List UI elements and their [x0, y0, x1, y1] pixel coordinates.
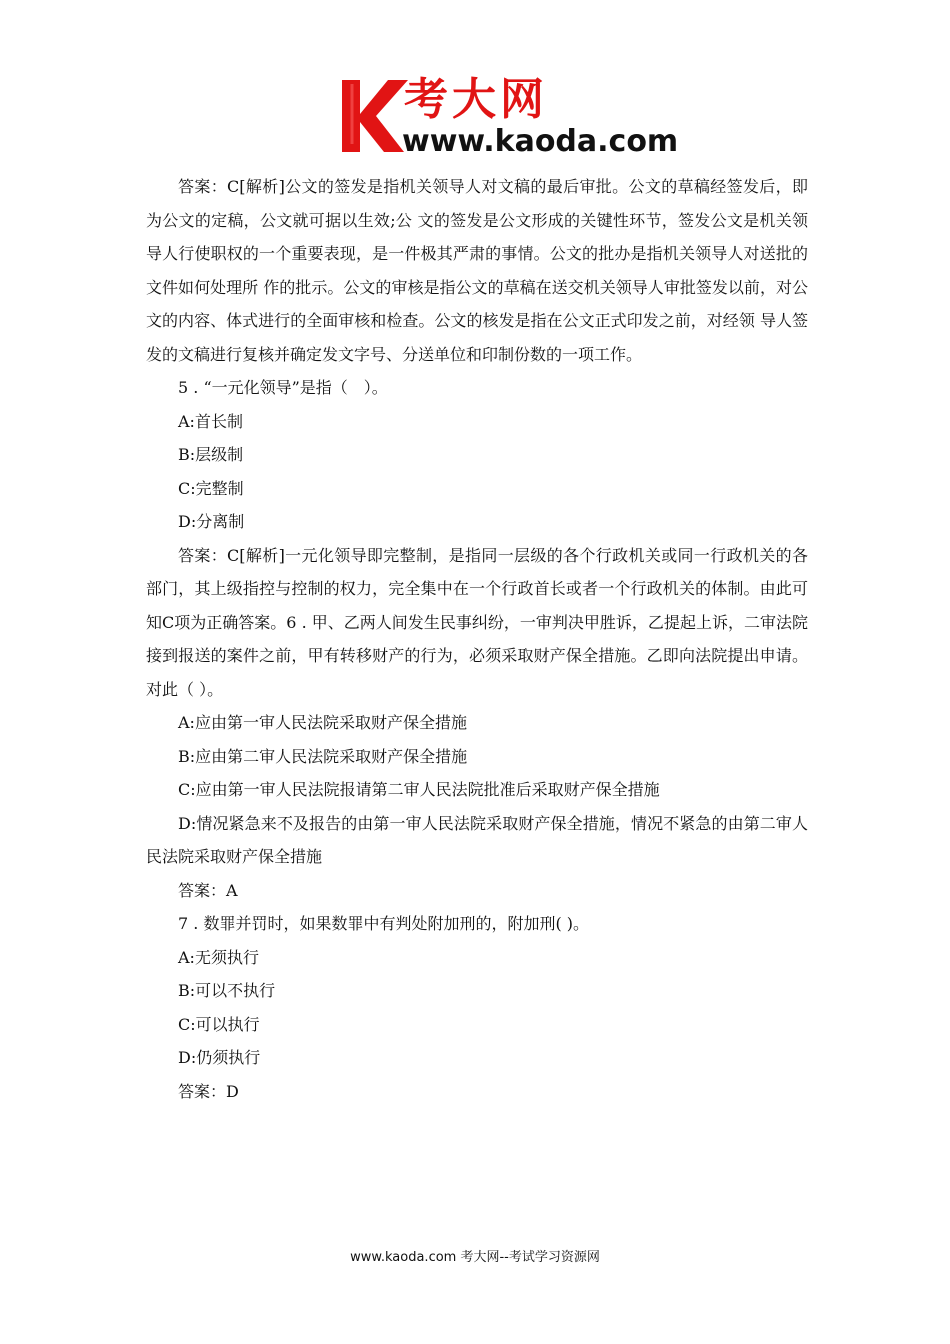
q7-option-b: B:可以不执行 [178, 981, 276, 1000]
question-7: 7 . 数罪并罚时，如果数罪中有判处附加刑的，附加刑( )。 [178, 914, 590, 933]
q6-option-c: C:应由第一审人民法院报请第二审人民法院批准后采取财产保全措施 [178, 780, 660, 799]
q5-option-b: B:层级制 [178, 445, 244, 464]
site-logo [338, 74, 679, 160]
q5-option-d: D:分离制 [178, 512, 245, 531]
page-footer: www.kaoda.com 考大网--考试学习资源网 [350, 1250, 600, 1265]
q6-option-d: D:情况紧急来不及报告的由第一审人民法院采取财产保全措施，情况不紧急的由第二审人民法院采取财产保全措施 [146, 813, 808, 866]
answer-paragraph-q5: 答案：C[解析]一元化领导即完整制，是指同一层级的各个行政机关或同一行政机关的各部门，其上级指控与控制的权力，完全集中在一个行政首长或者一个行政机关的体制。由此可知C项为正确答案。6 . 甲、乙两人间发生民事纠纷，一审判决甲胜诉，乙提起上诉，二审法院接到报送的案件之前，甲有转移财产的行为，必须采取财产保全措施。乙即向法院提出申请。对此（ ）。 [146, 545, 808, 699]
q7-option-d: D:仍须执行 [178, 1048, 261, 1067]
q6-option-a: A:应由第一审人民法院采取财产保全措施 [178, 713, 467, 732]
q6-option-b: B:应由第二审人民法院采取财产保全措施 [178, 746, 468, 766]
logo-chinese-text: 考大网 [404, 74, 548, 125]
question-5: 5 . “一元化领导”是指（ ）。 [178, 378, 388, 397]
q5-option-c: C:完整制 [178, 478, 244, 498]
logo-url-text: www.kaoda.com [402, 124, 679, 159]
k-logo-icon [338, 74, 412, 154]
document-body [146, 170, 808, 1108]
answer-q7: 答案：D [178, 1081, 239, 1101]
q5-option-a: A:首长制 [178, 411, 243, 431]
q7-option-a: A:无须执行 [178, 947, 259, 967]
answer-paragraph-q4: 答案：C[解析]公文的签发是指机关领导人对文稿的最后审批。公文的草稿经签发后，即为公文的定稿，公文就可据以生效;公 文的签发是公文形成的关键性环节，签发公文是机关领导人行使职权的一个重要表现，是一件极其严肃的事情。公文的批办是指机关领导人对送批的文件如何处理所 作的批示。公文的审核是指公文的草稿在送交机关领导人审批签发以前，对公文的内容、体式进行的全面审核和检查。公文的核发是指在公文正式印发之前，对经领 导人签发的文稿进行复核并确定发文字号、分送单位和印制份数的一项工作。 [146, 177, 808, 364]
answer-q6: 答案：A [178, 880, 238, 900]
q7-option-c: C:可以执行 [178, 1014, 260, 1034]
